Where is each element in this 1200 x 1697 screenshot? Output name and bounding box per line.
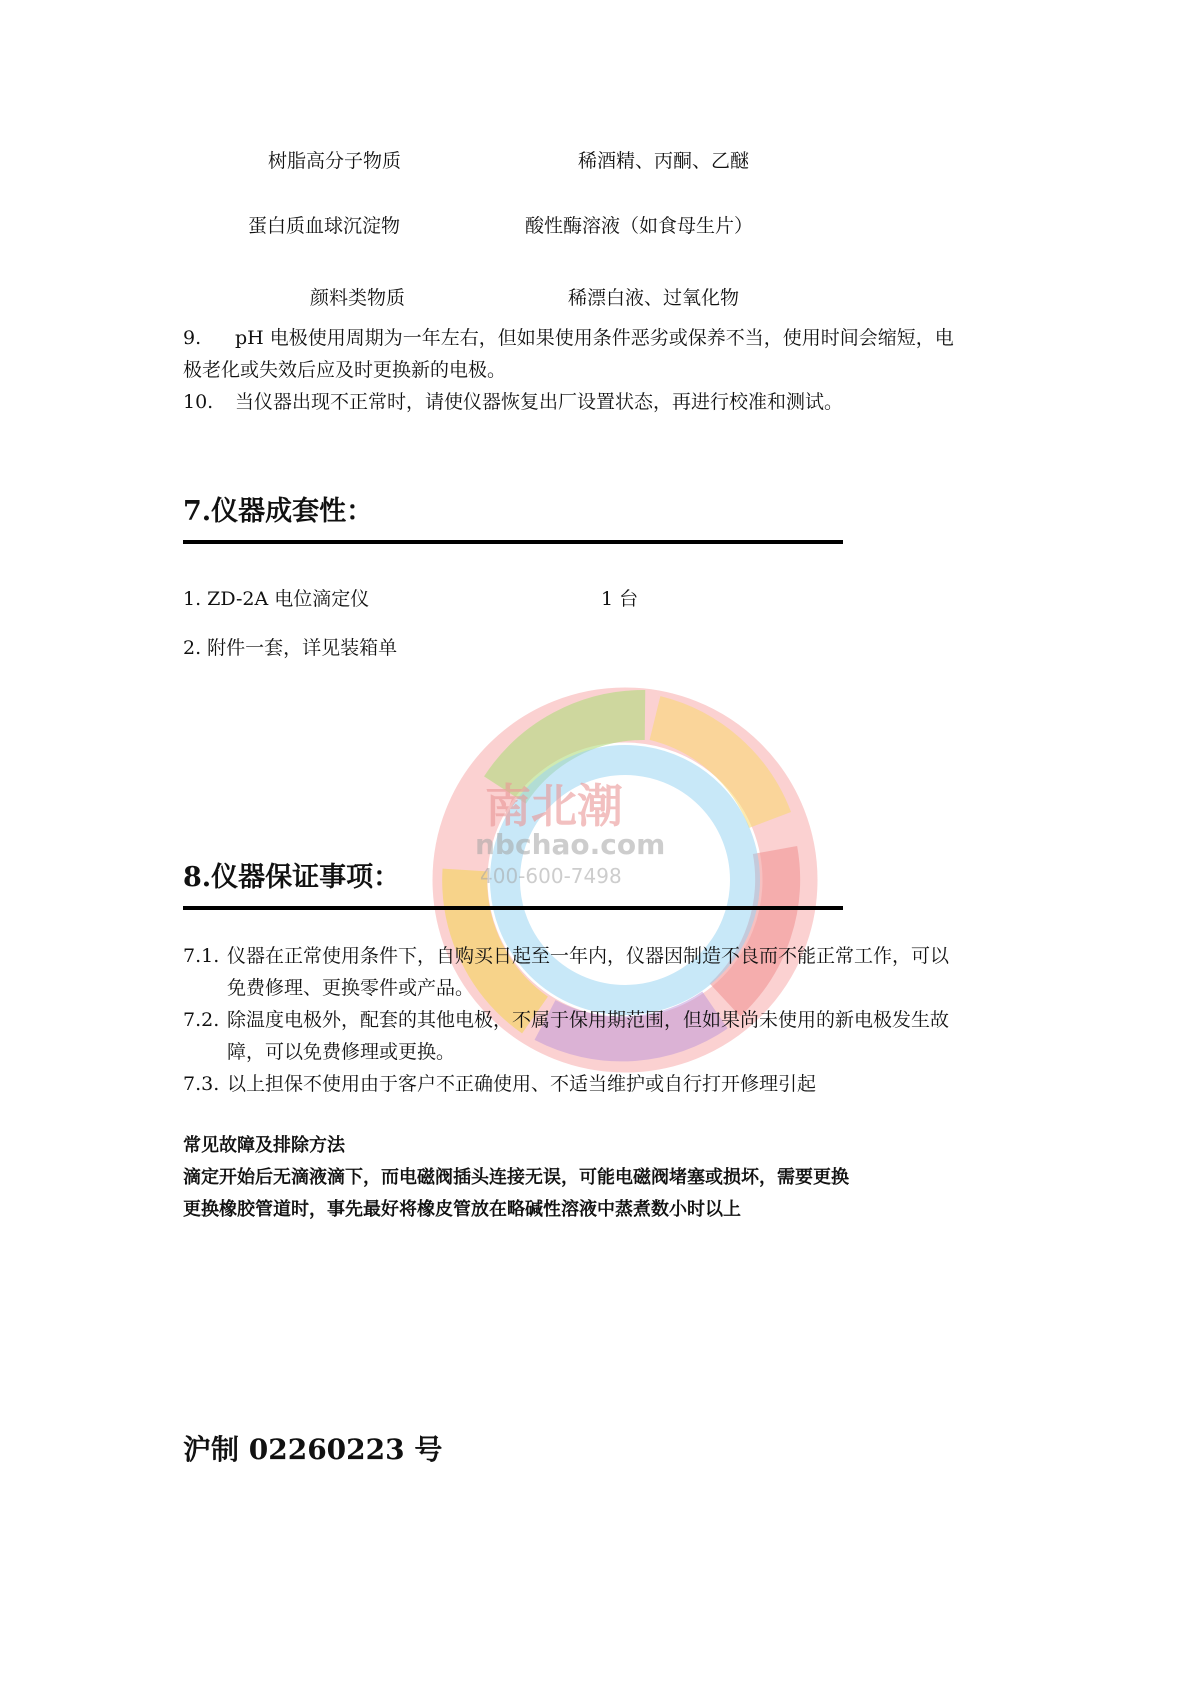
note-item [183,322,1033,386]
note-number: 10. [183,391,214,413]
table-row-right: 酸性酶溶液（如食母生片） [525,215,754,237]
warranty-continuation: 障，可以免费修理或更换。 [227,1041,456,1063]
faults-heading: 常见故障及排除方法 [183,1135,345,1156]
warranty-text: 以上担保不使用由于客户不正确使用、不适当维护或自行打开修理引起 [227,1073,817,1095]
section-divider [183,540,843,544]
warranty-continuation: 免费修理、更换零件或产品。 [227,977,475,999]
warranty-text: 仪器在正常使用条件下，自购买日起至一年内，仪器因制造不良而不能正常工作，可以 [227,945,950,967]
warranty-number: 7.2. [183,1009,220,1031]
warranty-text: 除温度电极外，配套的其他电极，不属于保用期范围，但如果尚未使用的新电极发生故 [227,1009,950,1031]
section-divider [183,906,843,910]
table-row-left: 蛋白质血球沉淀物 [248,215,401,237]
table-row-left: 树脂高分子物质 [268,150,402,172]
kit-item: 1. ZD-2A 电位滴定仪 [183,588,370,610]
warranty-number: 7.3. [183,1073,220,1095]
manufacturing-license: 沪制 02260223 号 [183,1433,443,1466]
table-row-right: 稀酒精、丙酮、乙醚 [578,150,750,172]
watermark-brand: 南北潮 [485,779,623,833]
table-row-left: 颜料类物质 [310,287,406,309]
warranty-number: 7.1. [183,945,220,967]
section-7-title: 7.仪器成套性： [183,496,374,527]
fault-line: 更换橡胶管道时，事先最好将橡皮管放在略碱性溶液中蒸煮数小时以上 [183,1199,741,1220]
fault-line: 滴定开始后无滴液滴下，而电磁阀插头连接无误，可能电磁阀堵塞或损坏，需要更换 [183,1167,849,1188]
section-8-title: 8.仪器保证事项： [183,862,401,893]
note-text: 当仪器出现不正常时，请使仪器恢复出厂设置状态，再进行校准和测试。 [235,391,844,413]
note-text: pH 电极使用周期为一年左右，但如果使用条件恶劣或保养不当，使用时间会缩短，电 [235,327,954,349]
note-continuation: 极老化或失效后应及时更换新的电极。 [183,359,507,381]
kit-item-qty: 1 台 [601,588,639,610]
warranty-item [183,1068,1033,1100]
note-item [183,386,1033,418]
watermark-phone: 400-600-7498 [480,864,622,888]
kit-item: 2. 附件一套，详见装箱单 [183,637,398,659]
table-row-right: 稀漂白液、过氧化物 [568,287,740,309]
watermark-site: nbchao.com [475,828,666,861]
warranty-item [183,1004,1033,1068]
warranty-item [183,940,1033,1004]
note-number: 9. [183,327,202,349]
